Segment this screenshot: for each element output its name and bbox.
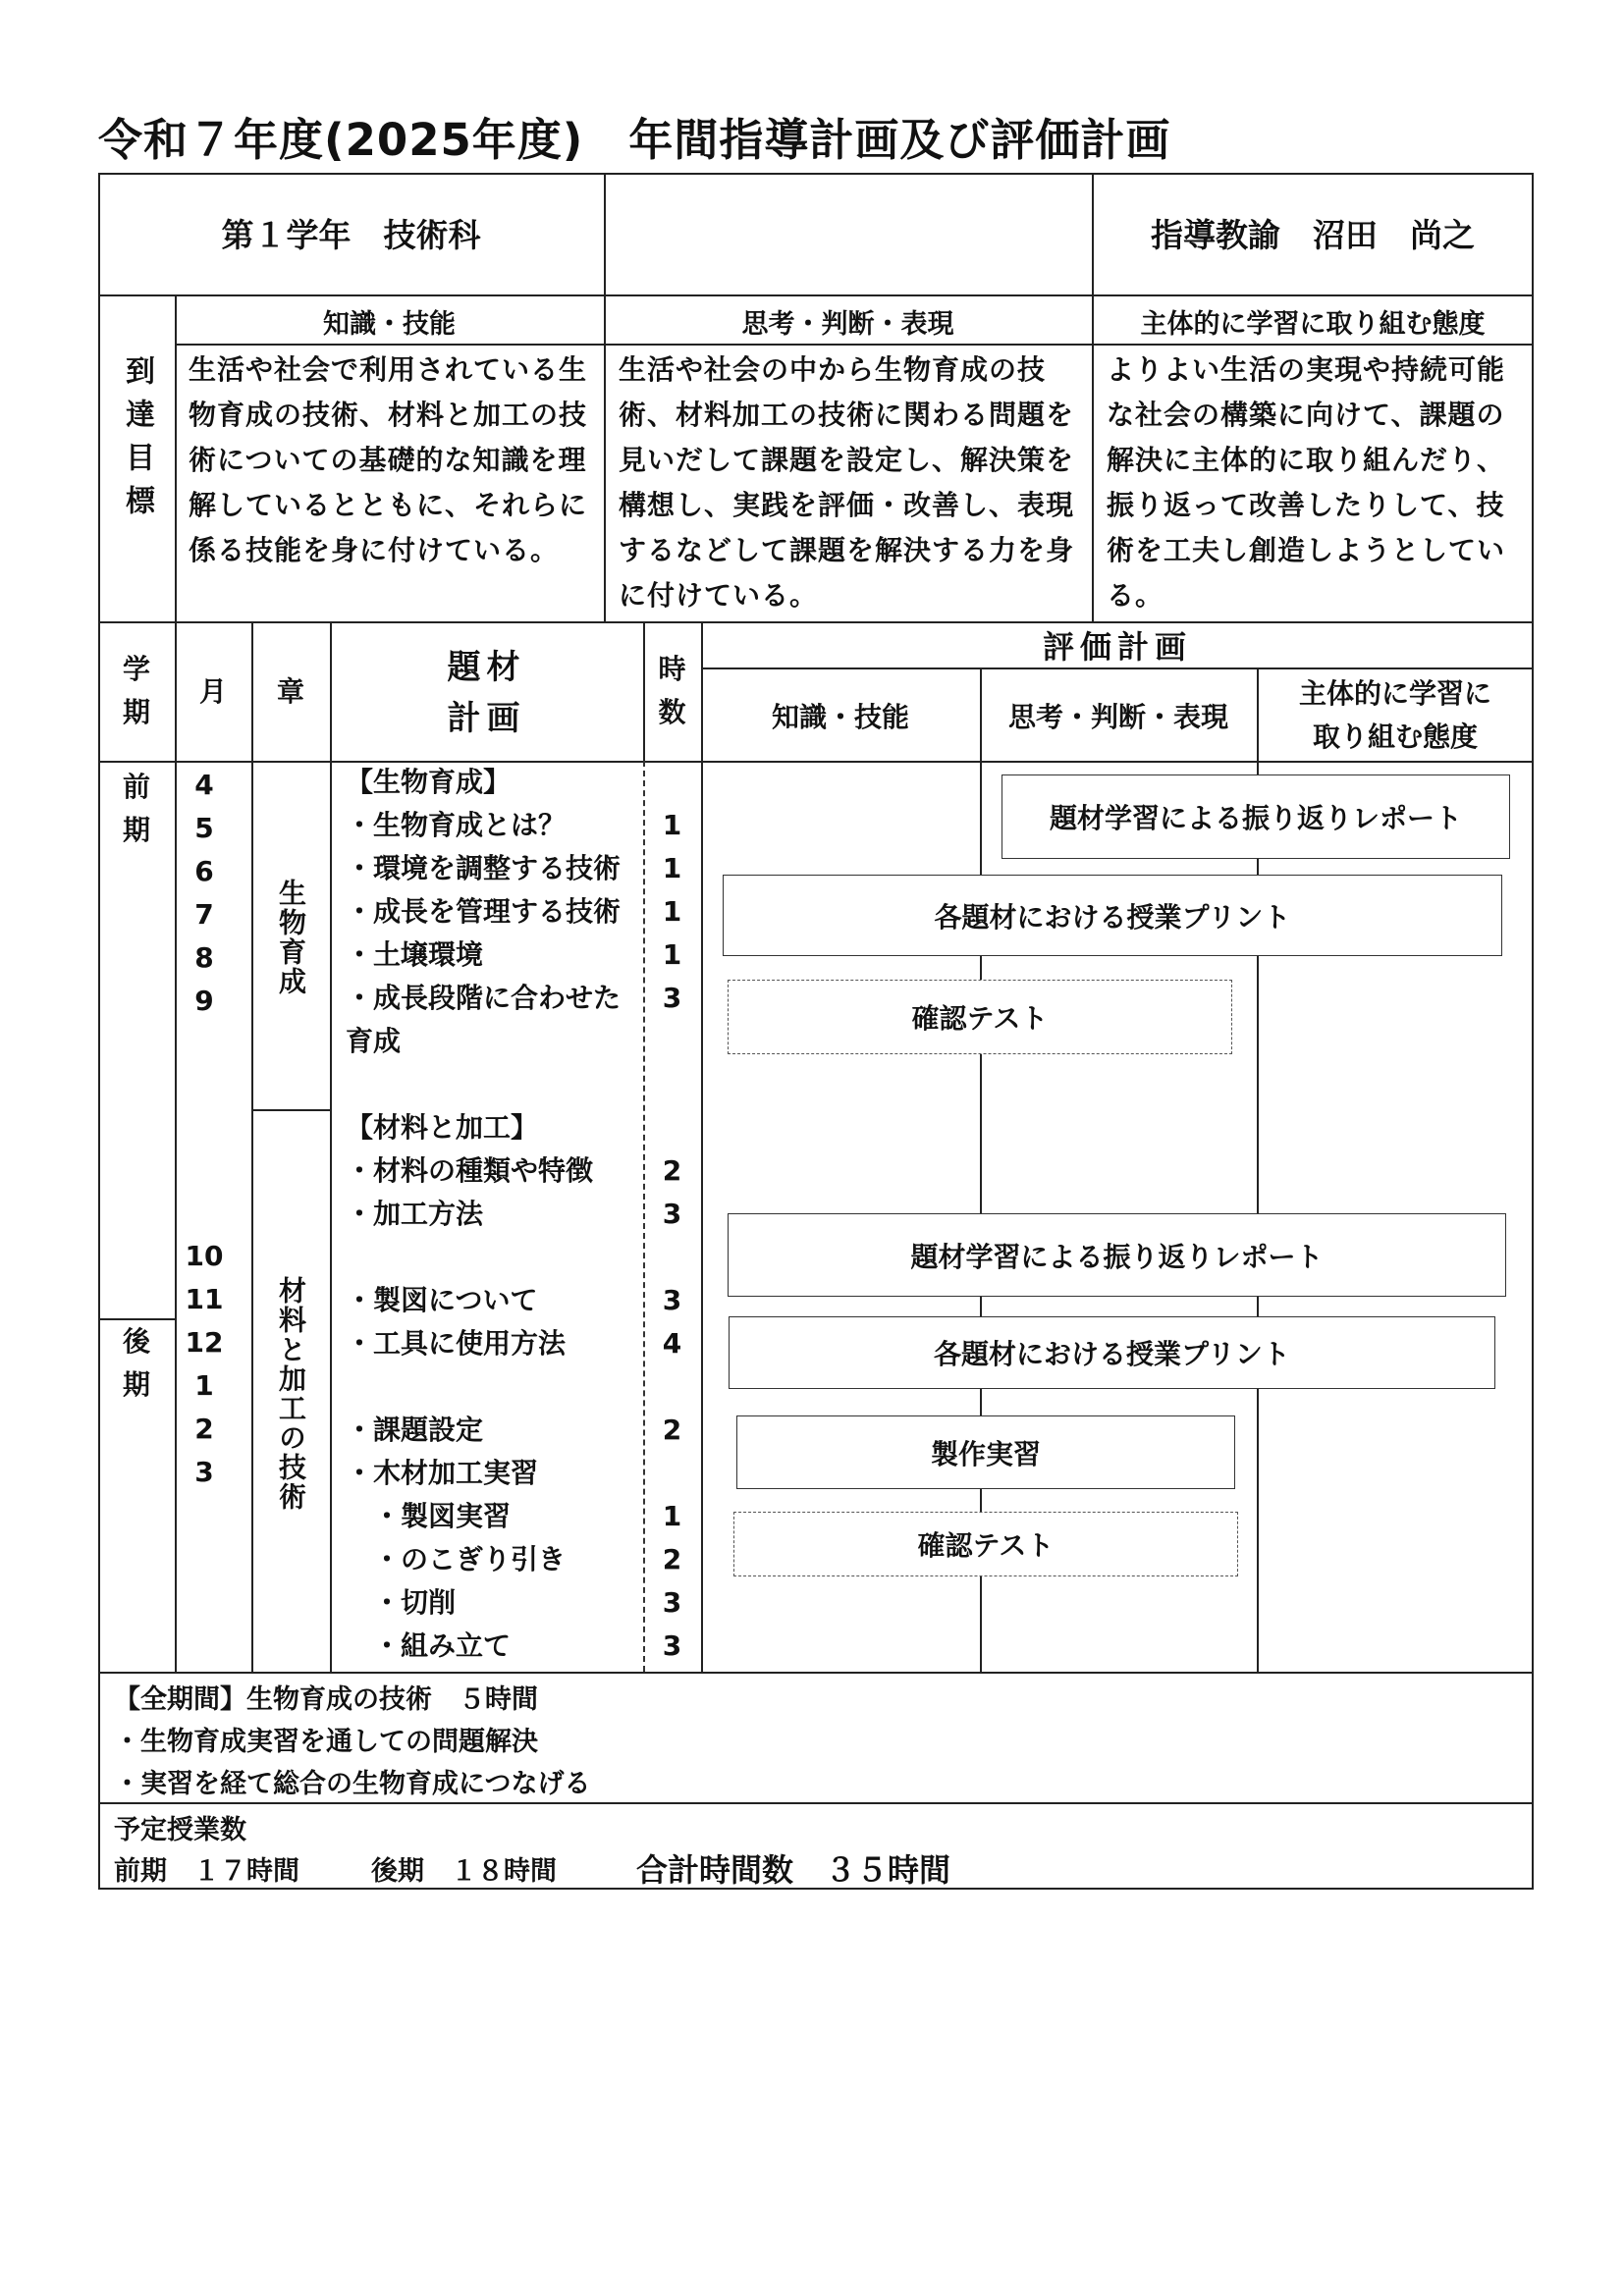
months-second-term <box>175 1235 234 1494</box>
hours-item <box>643 1063 701 1106</box>
year-round-heading: 【全期間】生物育成の技術 ５時間 <box>114 1684 538 1715</box>
topic-item: ・課題設定 <box>346 1414 484 1446</box>
hours-item: 2 <box>662 1543 682 1575</box>
topic-item: ・工具に使用方法 <box>346 1327 567 1360</box>
col-divider <box>251 621 253 1672</box>
month-item: 7 <box>194 898 214 931</box>
topic-item: ・材料の種類や特徴 <box>346 1154 594 1187</box>
th-term: 学期 <box>122 653 150 728</box>
hours-item: 3 <box>662 1198 682 1230</box>
topic-item: 育成 <box>346 1025 402 1057</box>
hours-item: 3 <box>662 1629 682 1662</box>
month-item: 9 <box>194 985 214 1017</box>
grade-subject: 第１学年 技術科 <box>221 216 481 254</box>
goals-label <box>98 355 175 528</box>
chapter-bio <box>251 879 330 996</box>
month-item: 4 <box>194 769 214 801</box>
goal-heading-attitude: 主体的に学習に取り組む態度 <box>1140 309 1486 340</box>
topic-item: ・のこぎり引き <box>346 1543 567 1575</box>
row-divider <box>98 1802 1534 1804</box>
chapter-divider <box>251 1109 330 1111</box>
chapter-material-text: 材料と加工の技術 <box>275 1276 307 1512</box>
eval-class-prints: 各題材における授業プリント <box>723 875 1502 956</box>
th-chapter: 章 <box>276 675 304 708</box>
goal-text-attitude: よりよい生活の実現や持続可能な社会の構築に向けて、課題の解決に主体的に取り組んだり、振り返って改善したりして、技術を工夫し創造しようとしている。 <box>1107 353 1506 612</box>
schedule-first: 前期 １７時間 <box>114 1856 299 1887</box>
row-divider <box>175 344 1534 346</box>
months-first-term <box>175 764 234 1023</box>
col-divider <box>701 621 703 1672</box>
th-eval-attitude-1: 主体的に学習に <box>1298 677 1491 710</box>
goal-text-thinking: 生活や社会の中から生物育成の技術、材料加工の技術に関わる問題を見いだして課題を設定し、解決策を構想し、実践を評価・改善し、表現するなどして課題を解決する力を身に付けている。 <box>619 353 1075 612</box>
hours-item: 1 <box>662 895 682 928</box>
eval-production-practice: 製作実習 <box>736 1415 1235 1489</box>
topic-list <box>346 761 640 1668</box>
eval-reflection-report: 題材学習による振り返りレポート <box>1001 774 1510 859</box>
th-eval-thinking: 思考・判断・表現 <box>1007 701 1228 733</box>
term-first: 前期 <box>122 771 150 846</box>
topic-item <box>346 1365 640 1409</box>
chapter-bio-text: 生物育成 <box>275 879 307 996</box>
goal-text-knowledge: 生活や社会で利用されている生物育成の技術、材料と加工の技術についての基礎的な知識を理解しているとともに、それらに係る技能を身に付けている。 <box>189 353 588 566</box>
hours-item: 2 <box>662 1414 682 1446</box>
schedule-second: 後期 １８時間 <box>371 1856 557 1887</box>
eval-check-test: 確認テスト <box>733 1512 1238 1576</box>
month-item: 5 <box>194 812 214 844</box>
topic-item: ・木材加工実習 <box>346 1457 539 1489</box>
topic-item: ・加工方法 <box>346 1198 484 1230</box>
eval-check-test: 確認テスト <box>728 980 1232 1054</box>
hours-item: 3 <box>662 982 682 1014</box>
year-round-item: ・生物育成実習を通しての問題解決 <box>114 1727 538 1757</box>
term-second: 後期 <box>122 1325 150 1401</box>
topic-item <box>346 1063 640 1106</box>
month-item: 2 <box>194 1413 214 1445</box>
hours-item <box>643 1020 701 1063</box>
month-item: 6 <box>194 855 214 887</box>
teacher-name: 指導教諭 沼田 尚之 <box>1151 216 1475 254</box>
row-divider <box>98 761 1534 763</box>
topic-item: ・切削 <box>346 1586 457 1619</box>
th-eval-knowledge: 知識・技能 <box>771 701 909 733</box>
hours-item: 3 <box>662 1284 682 1316</box>
topic-item <box>346 1236 640 1279</box>
hours-item <box>643 1452 701 1495</box>
hours-list <box>643 761 701 1668</box>
month-item: 12 <box>185 1326 224 1359</box>
chapter-material <box>251 1276 330 1512</box>
eval-reflection-report: 題材学習による振り返りレポート <box>728 1213 1506 1297</box>
th-eval-plan: 評価計画 <box>1042 628 1192 666</box>
hours-item <box>643 1236 701 1279</box>
page-title: 令和７年度(2025年度) 年間指導計画及び評価計画 <box>98 114 1171 166</box>
hours-item: 1 <box>662 938 682 971</box>
topic-item: 【生物育成】 <box>346 766 512 798</box>
topic-item: ・成長段階に合わせた <box>346 982 622 1014</box>
topic-item: ・製図について <box>346 1284 538 1316</box>
th-topic-line2: 計画 <box>447 699 526 738</box>
month-item: 10 <box>185 1240 224 1272</box>
goal-heading-knowledge: 知識・技能 <box>323 309 456 340</box>
topic-item: ・成長を管理する技術 <box>346 895 622 928</box>
schedule-label: 予定授業数 <box>114 1815 246 1845</box>
topic-item: ・製図実習 <box>346 1500 512 1532</box>
month-item: 11 <box>185 1283 224 1315</box>
hours-item: 1 <box>662 809 682 841</box>
hours-item: 3 <box>662 1586 682 1619</box>
topic-item: ・環境を調整する技術 <box>346 852 622 884</box>
row-divider <box>98 1672 1534 1674</box>
topic-item: ・土壌環境 <box>346 938 484 971</box>
row-divider <box>98 294 1534 296</box>
topic-item: ・生物育成とは？ <box>346 809 567 841</box>
hours-item: 1 <box>662 1500 682 1532</box>
hours-item <box>643 1365 701 1409</box>
month-item: 3 <box>194 1456 214 1488</box>
hours-item: 4 <box>662 1327 682 1360</box>
th-eval-attitude-2: 取り組む態度 <box>1312 721 1478 753</box>
topic-item: 【材料と加工】 <box>346 1111 539 1144</box>
month-item: 1 <box>194 1369 214 1402</box>
th-month: 月 <box>198 675 227 708</box>
schedule-total: 合計時間数 ３５時間 <box>636 1851 951 1889</box>
hours-item <box>643 1106 701 1149</box>
col-divider <box>330 621 332 1672</box>
goal-heading-thinking: 思考・判断・表現 <box>741 309 954 340</box>
goals-label-text: 到達目標 <box>120 355 154 528</box>
hours-item <box>643 761 701 804</box>
hours-item: 2 <box>662 1154 682 1187</box>
topic-item: ・組み立て <box>346 1629 512 1662</box>
hours-item: 1 <box>662 852 682 884</box>
eval-class-prints: 各題材における授業プリント <box>729 1316 1495 1389</box>
col-divider <box>604 173 606 621</box>
month-item: 8 <box>194 941 214 974</box>
year-round-item: ・実習を経て総合の生物育成につなげる <box>114 1769 591 1799</box>
th-hours: 時数 <box>658 653 686 728</box>
row-divider <box>701 667 1534 669</box>
th-topic-line1: 題材 <box>447 648 526 687</box>
col-divider <box>175 294 177 621</box>
